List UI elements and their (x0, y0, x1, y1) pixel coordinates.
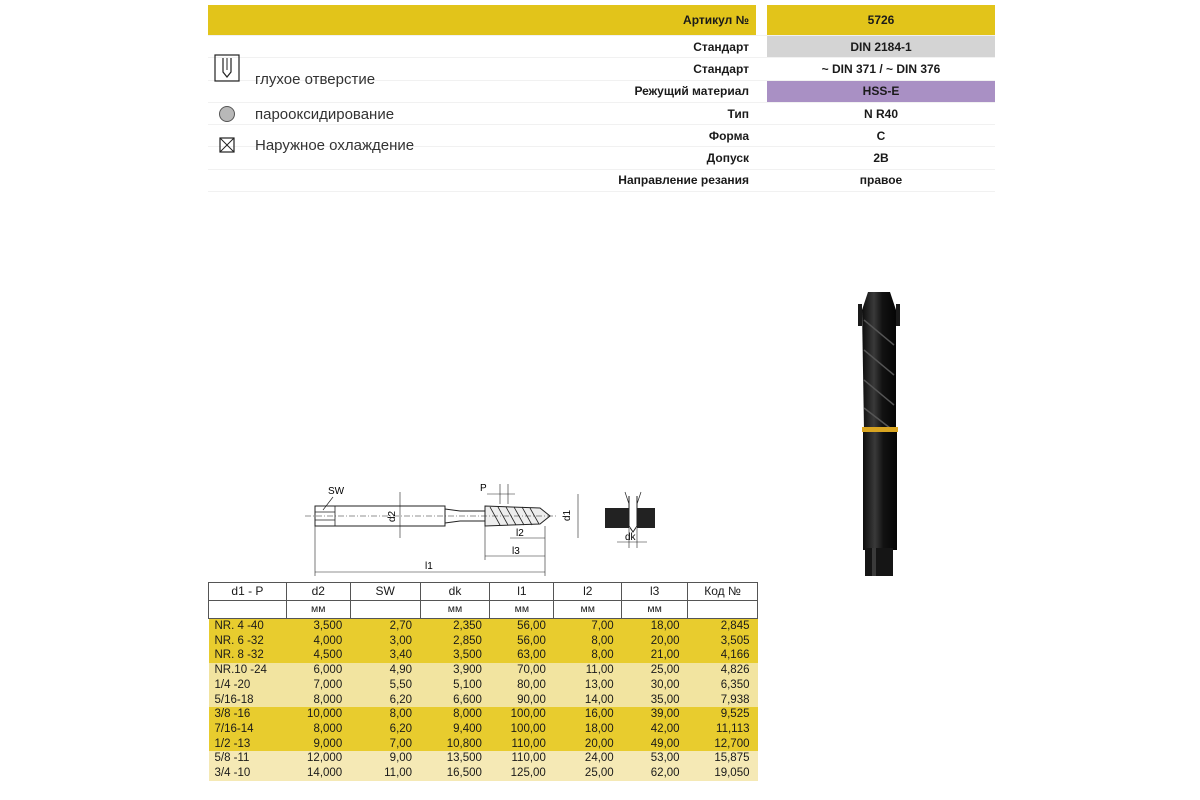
table-cell: 125,00 (490, 766, 554, 781)
unit-cell (688, 601, 758, 619)
table-cell: 14,000 (286, 766, 350, 781)
table-cell: 5/8 -11 (209, 751, 287, 766)
table-cell: 4,000 (286, 634, 350, 649)
spec-label: Тип (727, 106, 749, 121)
table-cell: 3,00 (350, 634, 420, 649)
table-cell: 13,00 (554, 678, 622, 693)
table-cell: 2,845 (688, 619, 758, 634)
table-cell: 9,000 (286, 737, 350, 752)
tap-drawing (295, 478, 665, 583)
spec-label: Артикул № (208, 5, 756, 35)
table-cell: 5/16-18 (209, 693, 287, 708)
table-cell: 2,70 (350, 619, 420, 634)
spec-table (208, 5, 995, 192)
table-cell: 100,00 (490, 707, 554, 722)
l3-label: l3 (512, 546, 520, 557)
table-cell: 53,00 (622, 751, 688, 766)
spec-value: 5726 (767, 5, 995, 35)
table-cell: 3/4 -10 (209, 766, 287, 781)
unit-cell: мм (490, 601, 554, 619)
table-cell: 8,00 (554, 648, 622, 663)
spec-value: C (767, 125, 995, 146)
table-cell: 16,500 (420, 766, 490, 781)
table-row (209, 663, 758, 678)
table-cell: 12,700 (688, 737, 758, 752)
cross-box-icon (213, 131, 241, 159)
spec-row-article (208, 5, 995, 36)
table-cell: NR. 4 -40 (209, 619, 287, 634)
unit-cell (350, 601, 420, 619)
table-cell: 90,00 (490, 693, 554, 708)
table-cell: 70,00 (490, 663, 554, 678)
table-cell: 56,00 (490, 619, 554, 634)
table-cell: NR.10 -24 (209, 663, 287, 678)
blind-hole-icon (213, 54, 241, 82)
table-cell: 8,00 (350, 707, 420, 722)
table-cell: 2,850 (420, 634, 490, 649)
table-cell: 8,000 (286, 693, 350, 708)
table-cell: 4,166 (688, 648, 758, 663)
table-row (209, 707, 758, 722)
table-cell: 110,00 (490, 737, 554, 752)
column-header: dk (420, 583, 490, 601)
d2-label: d2 (387, 510, 398, 522)
table-cell: 9,400 (420, 722, 490, 737)
table-cell: 18,00 (622, 619, 688, 634)
spec-label: Стандарт (693, 61, 749, 76)
table-cell: 110,00 (490, 751, 554, 766)
table-cell: 9,525 (688, 707, 758, 722)
dk-label: dk (625, 532, 636, 543)
table-cell: 13,500 (420, 751, 490, 766)
table-cell: 2,350 (420, 619, 490, 634)
table-row (209, 634, 758, 649)
column-header: SW (350, 583, 420, 601)
table-cell: 4,826 (688, 663, 758, 678)
spec-label: Форма (708, 128, 749, 143)
p-label: P (480, 483, 487, 494)
table-cell: 6,600 (420, 693, 490, 708)
table-cell: 5,50 (350, 678, 420, 693)
table-row (209, 722, 758, 737)
column-header: l3 (622, 583, 688, 601)
table-cell: 1/4 -20 (209, 678, 287, 693)
table-cell: 18,00 (554, 722, 622, 737)
legend-label: парооксидирование (255, 105, 395, 123)
table-cell: 100,00 (490, 722, 554, 737)
spec-value: N R40 (767, 103, 995, 124)
table-cell: 11,00 (554, 663, 622, 678)
table-cell: 35,00 (622, 693, 688, 708)
table-cell: NR. 6 -32 (209, 634, 287, 649)
table-cell: 10,800 (420, 737, 490, 752)
table-cell: 4,500 (286, 648, 350, 663)
table-cell: 14,00 (554, 693, 622, 708)
table-cell: 3,40 (350, 648, 420, 663)
table-row (209, 693, 758, 708)
legend-item-steam-oxide (213, 100, 394, 128)
table-cell: 21,00 (622, 648, 688, 663)
dimensions-table (208, 582, 758, 781)
table-cell: 3,505 (688, 634, 758, 649)
table-cell: 30,00 (622, 678, 688, 693)
table-cell: 15,875 (688, 751, 758, 766)
table-cell: 3,500 (420, 648, 490, 663)
table-cell: 8,000 (420, 707, 490, 722)
table-cell: 62,00 (622, 766, 688, 781)
table-row (209, 737, 758, 752)
spec-label: Допуск (706, 151, 749, 166)
table-cell: 3/8 -16 (209, 707, 287, 722)
spec-label: Режущий материал (634, 84, 749, 99)
column-header: Код № (688, 583, 758, 601)
table-cell: 7/16-14 (209, 722, 287, 737)
table-cell: 8,00 (554, 634, 622, 649)
tap-product-image (850, 290, 910, 585)
table-units-row (209, 601, 758, 619)
unit-cell (209, 601, 287, 619)
table-header-row (209, 583, 758, 601)
table-cell: 5,100 (420, 678, 490, 693)
table-cell: 7,00 (554, 619, 622, 634)
column-header: l1 (490, 583, 554, 601)
table-cell: 4,90 (350, 663, 420, 678)
unit-cell: мм (622, 601, 688, 619)
l1-label: l1 (425, 561, 433, 572)
column-header: d2 (286, 583, 350, 601)
table-cell: 24,00 (554, 751, 622, 766)
table-row (209, 751, 758, 766)
table-cell: 80,00 (490, 678, 554, 693)
legend-label: Наружное охлаждение (255, 136, 415, 154)
d1-label: d1 (562, 509, 573, 521)
unit-cell: мм (286, 601, 350, 619)
table-cell: 42,00 (622, 722, 688, 737)
table-cell: 49,00 (622, 737, 688, 752)
table-row (209, 678, 758, 693)
table-cell: 6,20 (350, 693, 420, 708)
sw-label: SW (328, 486, 345, 497)
spec-value: ~ DIN 371 / ~ DIN 376 (767, 58, 995, 79)
spec-value: HSS-E (767, 81, 995, 102)
table-cell: 7,00 (350, 737, 420, 752)
table-cell: 12,000 (286, 751, 350, 766)
table-row (209, 766, 758, 781)
table-cell: 6,20 (350, 722, 420, 737)
table-cell: 9,00 (350, 751, 420, 766)
table-cell: 10,000 (286, 707, 350, 722)
table-cell: 56,00 (490, 634, 554, 649)
table-cell: 16,00 (554, 707, 622, 722)
table-cell: 8,000 (286, 722, 350, 737)
table-cell: NR. 8 -32 (209, 648, 287, 663)
spec-label: Стандарт (693, 39, 749, 54)
grey-circle-icon (213, 100, 241, 128)
spec-value: DIN 2184-1 (767, 36, 995, 57)
spec-value: правое (767, 170, 995, 191)
table-cell: 7,938 (688, 693, 758, 708)
table-cell: 7,000 (286, 678, 350, 693)
table-cell: 25,00 (554, 766, 622, 781)
l2-label: l2 (516, 528, 524, 539)
spec-label: Направление резания (618, 173, 749, 188)
table-row (209, 648, 758, 663)
table-cell: 6,000 (286, 663, 350, 678)
column-header: d1 - P (209, 583, 287, 601)
table-cell: 3,500 (286, 619, 350, 634)
table-cell: 39,00 (622, 707, 688, 722)
unit-cell: мм (554, 601, 622, 619)
table-cell: 11,00 (350, 766, 420, 781)
table-row (209, 619, 758, 634)
table-cell: 19,050 (688, 766, 758, 781)
column-header: l2 (554, 583, 622, 601)
spec-row (208, 170, 995, 192)
table-cell: 11,113 (688, 722, 758, 737)
table-cell: 20,00 (554, 737, 622, 752)
legend-item-external-cooling (213, 131, 414, 159)
table-cell: 3,900 (420, 663, 490, 678)
table-cell: 25,00 (622, 663, 688, 678)
table-cell: 63,00 (490, 648, 554, 663)
table-cell: 6,350 (688, 678, 758, 693)
table-cell: 20,00 (622, 634, 688, 649)
legend-item-blind-hole (213, 54, 376, 88)
table-cell: 1/2 -13 (209, 737, 287, 752)
spec-value: 2B (767, 147, 995, 168)
unit-cell: мм (420, 601, 490, 619)
legend-label: глухое отверстие (255, 70, 376, 88)
